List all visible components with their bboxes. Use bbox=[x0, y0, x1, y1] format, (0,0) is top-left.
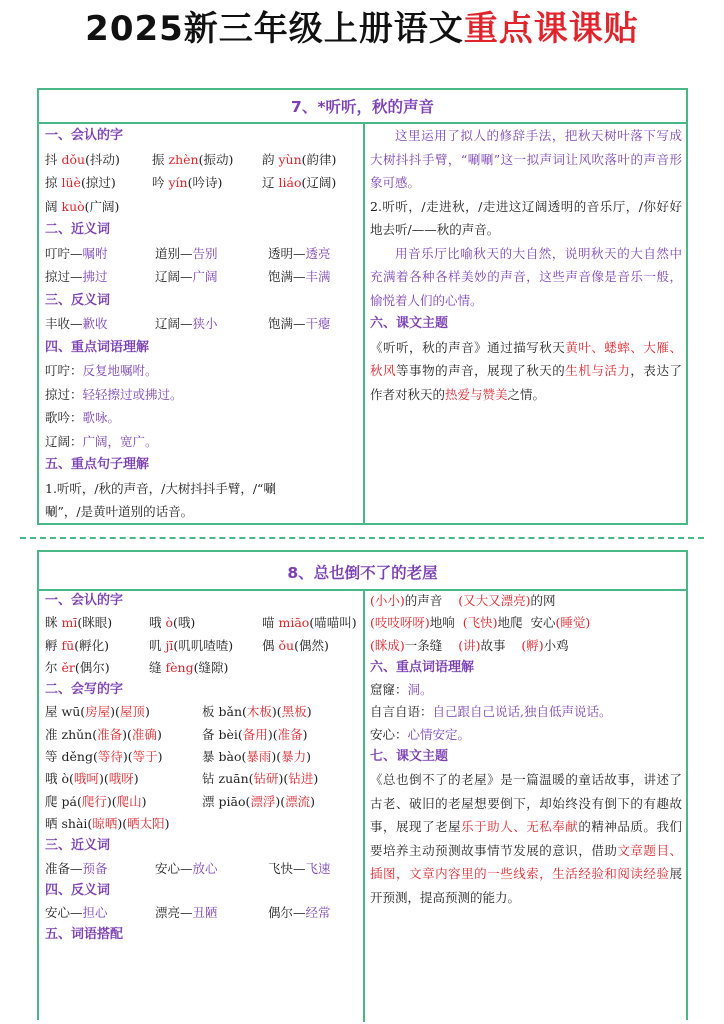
paired-word: 嘱咐 bbox=[82, 245, 108, 261]
pinyin: yín bbox=[168, 175, 188, 190]
word-pair: 飞快—飞速 bbox=[268, 860, 331, 876]
char-word: (偶然) bbox=[294, 637, 329, 653]
char-entry bbox=[45, 171, 152, 195]
example-word: 黑板 bbox=[281, 704, 307, 720]
example-word: 备用 bbox=[242, 726, 268, 742]
example-word: 哦呀 bbox=[108, 771, 134, 787]
char-entry bbox=[45, 612, 149, 634]
paired-word: 干瘪 bbox=[305, 316, 331, 331]
term: 安心： bbox=[370, 726, 408, 742]
section-heading: 三、近义词 bbox=[45, 838, 111, 854]
lesson8-title: 8、总也倒不了的老屋 bbox=[287, 564, 438, 582]
char-word: (辽阔) bbox=[301, 175, 337, 190]
pinyin: kuò bbox=[61, 198, 85, 214]
paired-word: 告别 bbox=[192, 245, 218, 261]
word-definition bbox=[370, 724, 682, 746]
pinyin: wū bbox=[61, 704, 81, 720]
pinyin: pá bbox=[61, 793, 77, 809]
char-entry bbox=[152, 148, 262, 172]
word-pair-row bbox=[45, 902, 360, 924]
char-entry bbox=[45, 635, 149, 657]
antonym-list bbox=[45, 902, 360, 924]
paired-word: 透亮 bbox=[305, 245, 331, 261]
word: 安心 bbox=[155, 860, 181, 876]
word-list bbox=[45, 359, 360, 453]
write-row bbox=[45, 768, 360, 790]
pinyin: lüè bbox=[61, 175, 81, 190]
char-row bbox=[45, 612, 360, 634]
char: 晒 bbox=[45, 815, 58, 831]
word-pair: 安心—担心 bbox=[45, 905, 108, 921]
char: 眯 bbox=[45, 615, 58, 631]
example-word: 准备 bbox=[97, 726, 123, 742]
word: 偶尔 bbox=[268, 905, 294, 921]
paired-word: 预备 bbox=[82, 860, 108, 876]
pinyin: liáo bbox=[278, 175, 302, 190]
definition: 轻轻擦过或拂过。 bbox=[82, 386, 183, 402]
char: 钻 bbox=[202, 771, 215, 787]
char-entry bbox=[262, 635, 362, 657]
pinyin: yùn bbox=[278, 151, 302, 167]
definition: 歌咏。 bbox=[82, 410, 121, 425]
char: 韵 bbox=[262, 151, 275, 167]
word: 叮咛 bbox=[45, 245, 71, 261]
char: 吟 bbox=[152, 175, 165, 190]
char-word: (掠过) bbox=[80, 175, 116, 190]
word: 辽阔 bbox=[155, 269, 181, 284]
char: 抖 bbox=[45, 151, 58, 167]
word-pair: 道别—告别 bbox=[155, 245, 218, 261]
term: 自言自语： bbox=[370, 704, 433, 720]
write-char-list bbox=[45, 701, 360, 835]
paired-word: 丰满 bbox=[305, 269, 331, 284]
write-entry: 爬 pá(爬行)(爬山) bbox=[45, 793, 147, 809]
char: 喵 bbox=[262, 615, 275, 631]
char-row bbox=[45, 635, 360, 657]
term: 歌吟： bbox=[45, 410, 83, 425]
term: 掠过： bbox=[45, 386, 83, 402]
example-word: 暴力 bbox=[281, 749, 307, 765]
char-row bbox=[45, 195, 360, 219]
word: 道别 bbox=[155, 245, 181, 261]
char-word: (偶尔) bbox=[74, 659, 110, 675]
char-row bbox=[45, 148, 360, 172]
char: 板 bbox=[202, 704, 215, 720]
word: 辽阔 bbox=[155, 316, 181, 331]
example-word: 暴雨 bbox=[246, 749, 272, 765]
lesson7-right bbox=[370, 124, 682, 406]
word-pair: 辽阔—狭小 bbox=[155, 316, 218, 331]
column-divider bbox=[363, 122, 365, 525]
page-title: 2025新三年级上册语文重点课课贴 bbox=[85, 9, 639, 49]
collocation-row: (小小)的声音 (又大又漂亮)的网 bbox=[370, 593, 556, 608]
word-definition bbox=[45, 406, 360, 430]
definition: 广阔，宽广。 bbox=[82, 433, 158, 449]
word: 饱满 bbox=[268, 316, 294, 331]
example-word: 屋顶 bbox=[119, 704, 145, 720]
analysis-text: 这里运用了拟人的修辞手法，把秋天树叶落下写成大树抖抖手臂，“唰唰”这一拟声词让风吹落叶的声音形象可感。 bbox=[370, 128, 682, 190]
paired-word: 飞速 bbox=[305, 860, 331, 876]
pinyin: zuān bbox=[218, 771, 249, 787]
pinyin: bèi bbox=[218, 726, 238, 742]
char-entry bbox=[45, 657, 149, 679]
section-heading: 一、会认的字 bbox=[45, 128, 124, 143]
write-entry: 备 bèi(备用)(准备) bbox=[202, 726, 308, 742]
lesson8-panel bbox=[37, 550, 688, 1020]
dashed-separator bbox=[20, 537, 704, 539]
word-pair: 辽阔—广阔 bbox=[155, 269, 218, 284]
word-pair-row bbox=[45, 242, 360, 266]
example-word: 漂流 bbox=[285, 793, 311, 809]
theme-text: 《总也倒不了的老屋》是一篇温暖的童话故事，讲述了古老、破旧的老屋想要倒下，却始终没有倒下的有趣故事，展现了老屋乐于助人、无私奉献的精神品质。我们要培养主动预测故事情节发展的意识，借助文章题目、插图，文章内容里的一些线索，生活经验和阅读经验展开预测，提高预测的能力。 bbox=[370, 772, 682, 905]
pinyin: shài bbox=[61, 815, 88, 831]
example-word: 等于 bbox=[132, 749, 158, 765]
collocation-row: (吱吱呀呀)地响 (飞快)地爬 安心(睡觉) bbox=[370, 615, 591, 631]
word: 饱满 bbox=[268, 269, 294, 284]
pinyin: zhǔn bbox=[61, 726, 93, 742]
pinyin: piāo bbox=[218, 793, 246, 809]
theme-text: 《听听，秋的声音》通过描写秋天黄叶、蟋蟀、大雁、秋风等事物的声音，展现了秋天的生机与活力，表达了作者对秋天的热爱与赞美之情。 bbox=[370, 339, 682, 402]
example-word: 晒太阳 bbox=[127, 815, 165, 831]
write-row bbox=[45, 746, 360, 768]
example-word: 爬山 bbox=[116, 793, 142, 809]
synonym-list bbox=[45, 242, 360, 289]
char: 叽 bbox=[149, 637, 162, 653]
word: 准备 bbox=[45, 860, 71, 876]
char-word: (眯眼) bbox=[77, 615, 113, 631]
section-heading: 六、重点词语理解 bbox=[370, 659, 475, 675]
example-word: 爬行 bbox=[81, 793, 107, 809]
char-word: (广阔) bbox=[84, 198, 120, 214]
term: 叮咛： bbox=[45, 363, 83, 378]
char-entry bbox=[262, 148, 362, 172]
word-pair: 准备—预备 bbox=[45, 860, 108, 876]
word-definition bbox=[45, 430, 360, 454]
word-definition bbox=[45, 359, 360, 383]
char-word: (哦) bbox=[173, 615, 196, 631]
word-pair: 漂亮—丑陋 bbox=[155, 905, 218, 921]
paired-word: 放心 bbox=[192, 860, 218, 876]
char: 哦 bbox=[45, 771, 58, 787]
char-entry bbox=[152, 171, 262, 195]
char: 孵 bbox=[45, 637, 58, 653]
lesson7-panel bbox=[37, 88, 688, 525]
char: 掠 bbox=[45, 175, 58, 190]
write-row bbox=[45, 813, 360, 835]
pinyin: ěr bbox=[61, 659, 75, 675]
char-entry bbox=[45, 148, 152, 172]
write-entry: 板 bǎn(木板)(黑板) bbox=[202, 704, 312, 720]
section-heading: 二、近义词 bbox=[45, 222, 111, 237]
column-divider bbox=[363, 589, 365, 1022]
char-entry bbox=[262, 171, 362, 195]
char: 缝 bbox=[149, 659, 162, 675]
write-entry: 屋 wū(房屋)(屋顶) bbox=[45, 704, 150, 720]
word-pair-row bbox=[45, 265, 360, 289]
write-entry: 暴 bào(暴雨)(暴力) bbox=[202, 749, 312, 765]
word-pair: 饱满—丰满 bbox=[268, 269, 331, 284]
paired-word: 担心 bbox=[82, 905, 108, 921]
section-heading: 四、反义词 bbox=[45, 882, 111, 898]
char: 辽 bbox=[262, 175, 275, 190]
char: 等 bbox=[45, 749, 58, 765]
write-row bbox=[45, 724, 360, 746]
sentence-text: 1.听听，/秋的声音，/大树抖抖手臂，/“唰 bbox=[45, 480, 276, 496]
paired-word: 狭小 bbox=[192, 316, 218, 331]
word-definition bbox=[370, 679, 682, 701]
section-heading: 六、课文主题 bbox=[370, 316, 449, 331]
definition: 心情安定。 bbox=[407, 726, 471, 742]
sentence-text: 2.听听，/走进秋，/走进这辽阔透明的音乐厅，/你好好地去听/——秋的声音。 bbox=[370, 198, 682, 237]
word-pair-row bbox=[45, 312, 360, 336]
write-row bbox=[45, 701, 360, 723]
char-row bbox=[45, 171, 360, 195]
char: 漂 bbox=[202, 793, 215, 809]
char-entry bbox=[149, 635, 262, 657]
char-word: (抖动) bbox=[85, 151, 120, 167]
pinyin: mī bbox=[61, 615, 78, 631]
write-entry: 准 zhǔn(准备)(准确) bbox=[45, 726, 162, 742]
pinyin: bào bbox=[218, 749, 242, 765]
word: 丰收 bbox=[45, 316, 71, 331]
pinyin: dǒu bbox=[61, 151, 86, 167]
word: 掠过 bbox=[45, 269, 71, 284]
char: 哦 bbox=[149, 615, 162, 631]
example-word: 房屋 bbox=[85, 704, 111, 720]
pinyin: fū bbox=[61, 637, 75, 653]
word-pair: 偶尔—经常 bbox=[268, 905, 331, 921]
pinyin: miāo bbox=[278, 615, 310, 631]
synonym-list bbox=[45, 858, 360, 880]
char-word: (叽叽喳喳) bbox=[173, 637, 234, 653]
section-heading: 二、会写的字 bbox=[45, 682, 124, 698]
section-heading: 五、词语搭配 bbox=[45, 927, 124, 943]
term: 辽阔： bbox=[45, 433, 83, 449]
char-word: (孵化) bbox=[74, 637, 109, 653]
paired-word: 经常 bbox=[305, 905, 331, 921]
char-entry bbox=[45, 195, 152, 219]
paired-word: 歉收 bbox=[82, 316, 108, 331]
pinyin: bǎn bbox=[218, 704, 243, 720]
write-entry: 钻 zuān(钻研)(钻进) bbox=[202, 771, 319, 787]
char-row bbox=[45, 657, 360, 679]
char-entry bbox=[262, 612, 362, 634]
word-pair: 透明—透亮 bbox=[268, 245, 331, 261]
lesson7-left bbox=[45, 124, 360, 524]
sentence-text: 唰”，/是黄叶道别的话音。 bbox=[45, 504, 194, 519]
word-list bbox=[370, 679, 682, 746]
word-definition bbox=[45, 383, 360, 407]
section-heading: 七、课文主题 bbox=[370, 749, 449, 765]
pinyin: ǒu bbox=[278, 637, 295, 653]
char: 准 bbox=[45, 726, 58, 742]
char: 暴 bbox=[202, 749, 215, 765]
pinyin: ò bbox=[61, 771, 70, 787]
word-pair: 饱满—干瘪 bbox=[268, 316, 331, 331]
write-entry: 等 děng(等待)(等于) bbox=[45, 749, 163, 765]
pinyin: fèng bbox=[165, 659, 194, 675]
char: 爬 bbox=[45, 793, 58, 809]
pinyin: zhèn bbox=[168, 151, 199, 167]
char: 阔 bbox=[45, 198, 58, 214]
write-entry: 哦 ò(哦呵)(哦呀) bbox=[45, 771, 139, 787]
word: 安心 bbox=[45, 905, 71, 921]
section-heading: 五、重点句子理解 bbox=[45, 457, 150, 472]
paired-word: 拂过 bbox=[82, 269, 108, 284]
example-word: 哦呵 bbox=[73, 771, 99, 787]
section-heading: 四、重点词语理解 bbox=[45, 339, 150, 355]
char-entry bbox=[149, 657, 262, 679]
char-word: (振动) bbox=[198, 151, 234, 167]
char-word: (韵律) bbox=[301, 151, 337, 167]
antonym-list bbox=[45, 312, 360, 336]
char: 偶 bbox=[262, 637, 275, 653]
example-word: 等待 bbox=[97, 749, 123, 765]
paired-word: 广阔 bbox=[192, 269, 218, 284]
char-word: (缝隙) bbox=[193, 659, 229, 675]
example-word: 准确 bbox=[131, 726, 157, 742]
definition: 自己跟自己说话,独自低声说话。 bbox=[432, 704, 612, 720]
char-word: (喵喵叫) bbox=[309, 615, 357, 631]
word: 透明 bbox=[268, 245, 294, 261]
char: 振 bbox=[152, 151, 165, 167]
word-pair: 叮咛—嘱咐 bbox=[45, 245, 108, 261]
char-list bbox=[45, 148, 360, 219]
char-word: (吟诗) bbox=[187, 175, 223, 190]
pinyin: ò bbox=[165, 615, 174, 631]
example-word: 钻进 bbox=[288, 771, 314, 787]
lesson7-title: 7、*听听，秋的声音 bbox=[291, 98, 434, 116]
pinyin: děng bbox=[61, 749, 93, 765]
lesson8-left bbox=[45, 590, 360, 947]
example-word: 木板 bbox=[246, 704, 272, 720]
char: 尔 bbox=[45, 659, 58, 675]
char: 备 bbox=[202, 726, 215, 742]
example-word: 晾晒 bbox=[92, 815, 118, 831]
pinyin: jī bbox=[165, 637, 174, 653]
word: 飞快 bbox=[268, 860, 294, 876]
write-row bbox=[45, 791, 360, 813]
collocation-row: (眯成)一条缝 (讲)故事 (孵)小鸡 bbox=[370, 637, 569, 653]
word-pair: 丰收—歉收 bbox=[45, 316, 108, 331]
word-definition bbox=[370, 701, 682, 723]
section-heading: 三、反义词 bbox=[45, 292, 111, 308]
word-pair: 安心—放心 bbox=[155, 860, 218, 876]
word-pair: 掠过—拂过 bbox=[45, 269, 108, 284]
definition: 洞。 bbox=[407, 682, 433, 698]
section-heading: 一、会认的字 bbox=[45, 593, 124, 608]
analysis-text: 用音乐厅比喻秋天的大自然，说明秋天的大自然中充满着各种各样美妙的声音，这些声音像是音乐一般，愉悦着人们的心情。 bbox=[370, 245, 682, 308]
term: 窟窿： bbox=[370, 682, 408, 698]
char-list bbox=[45, 612, 360, 679]
word: 漂亮 bbox=[155, 905, 181, 921]
example-word: 准备 bbox=[277, 726, 303, 742]
definition: 反复地嘱咐。 bbox=[82, 363, 158, 378]
char-entry bbox=[149, 612, 262, 634]
example-word: 漂浮 bbox=[250, 793, 276, 809]
example-word: 钻研 bbox=[253, 771, 279, 787]
word-pair-row bbox=[45, 858, 360, 880]
lesson8-right bbox=[370, 590, 682, 909]
write-entry: 漂 piāo(漂浮)(漂流) bbox=[202, 793, 316, 809]
paired-word: 丑陋 bbox=[192, 905, 218, 921]
write-entry: 晒 shài(晾晒)(晒太阳) bbox=[45, 815, 170, 831]
char: 屋 bbox=[45, 704, 58, 720]
